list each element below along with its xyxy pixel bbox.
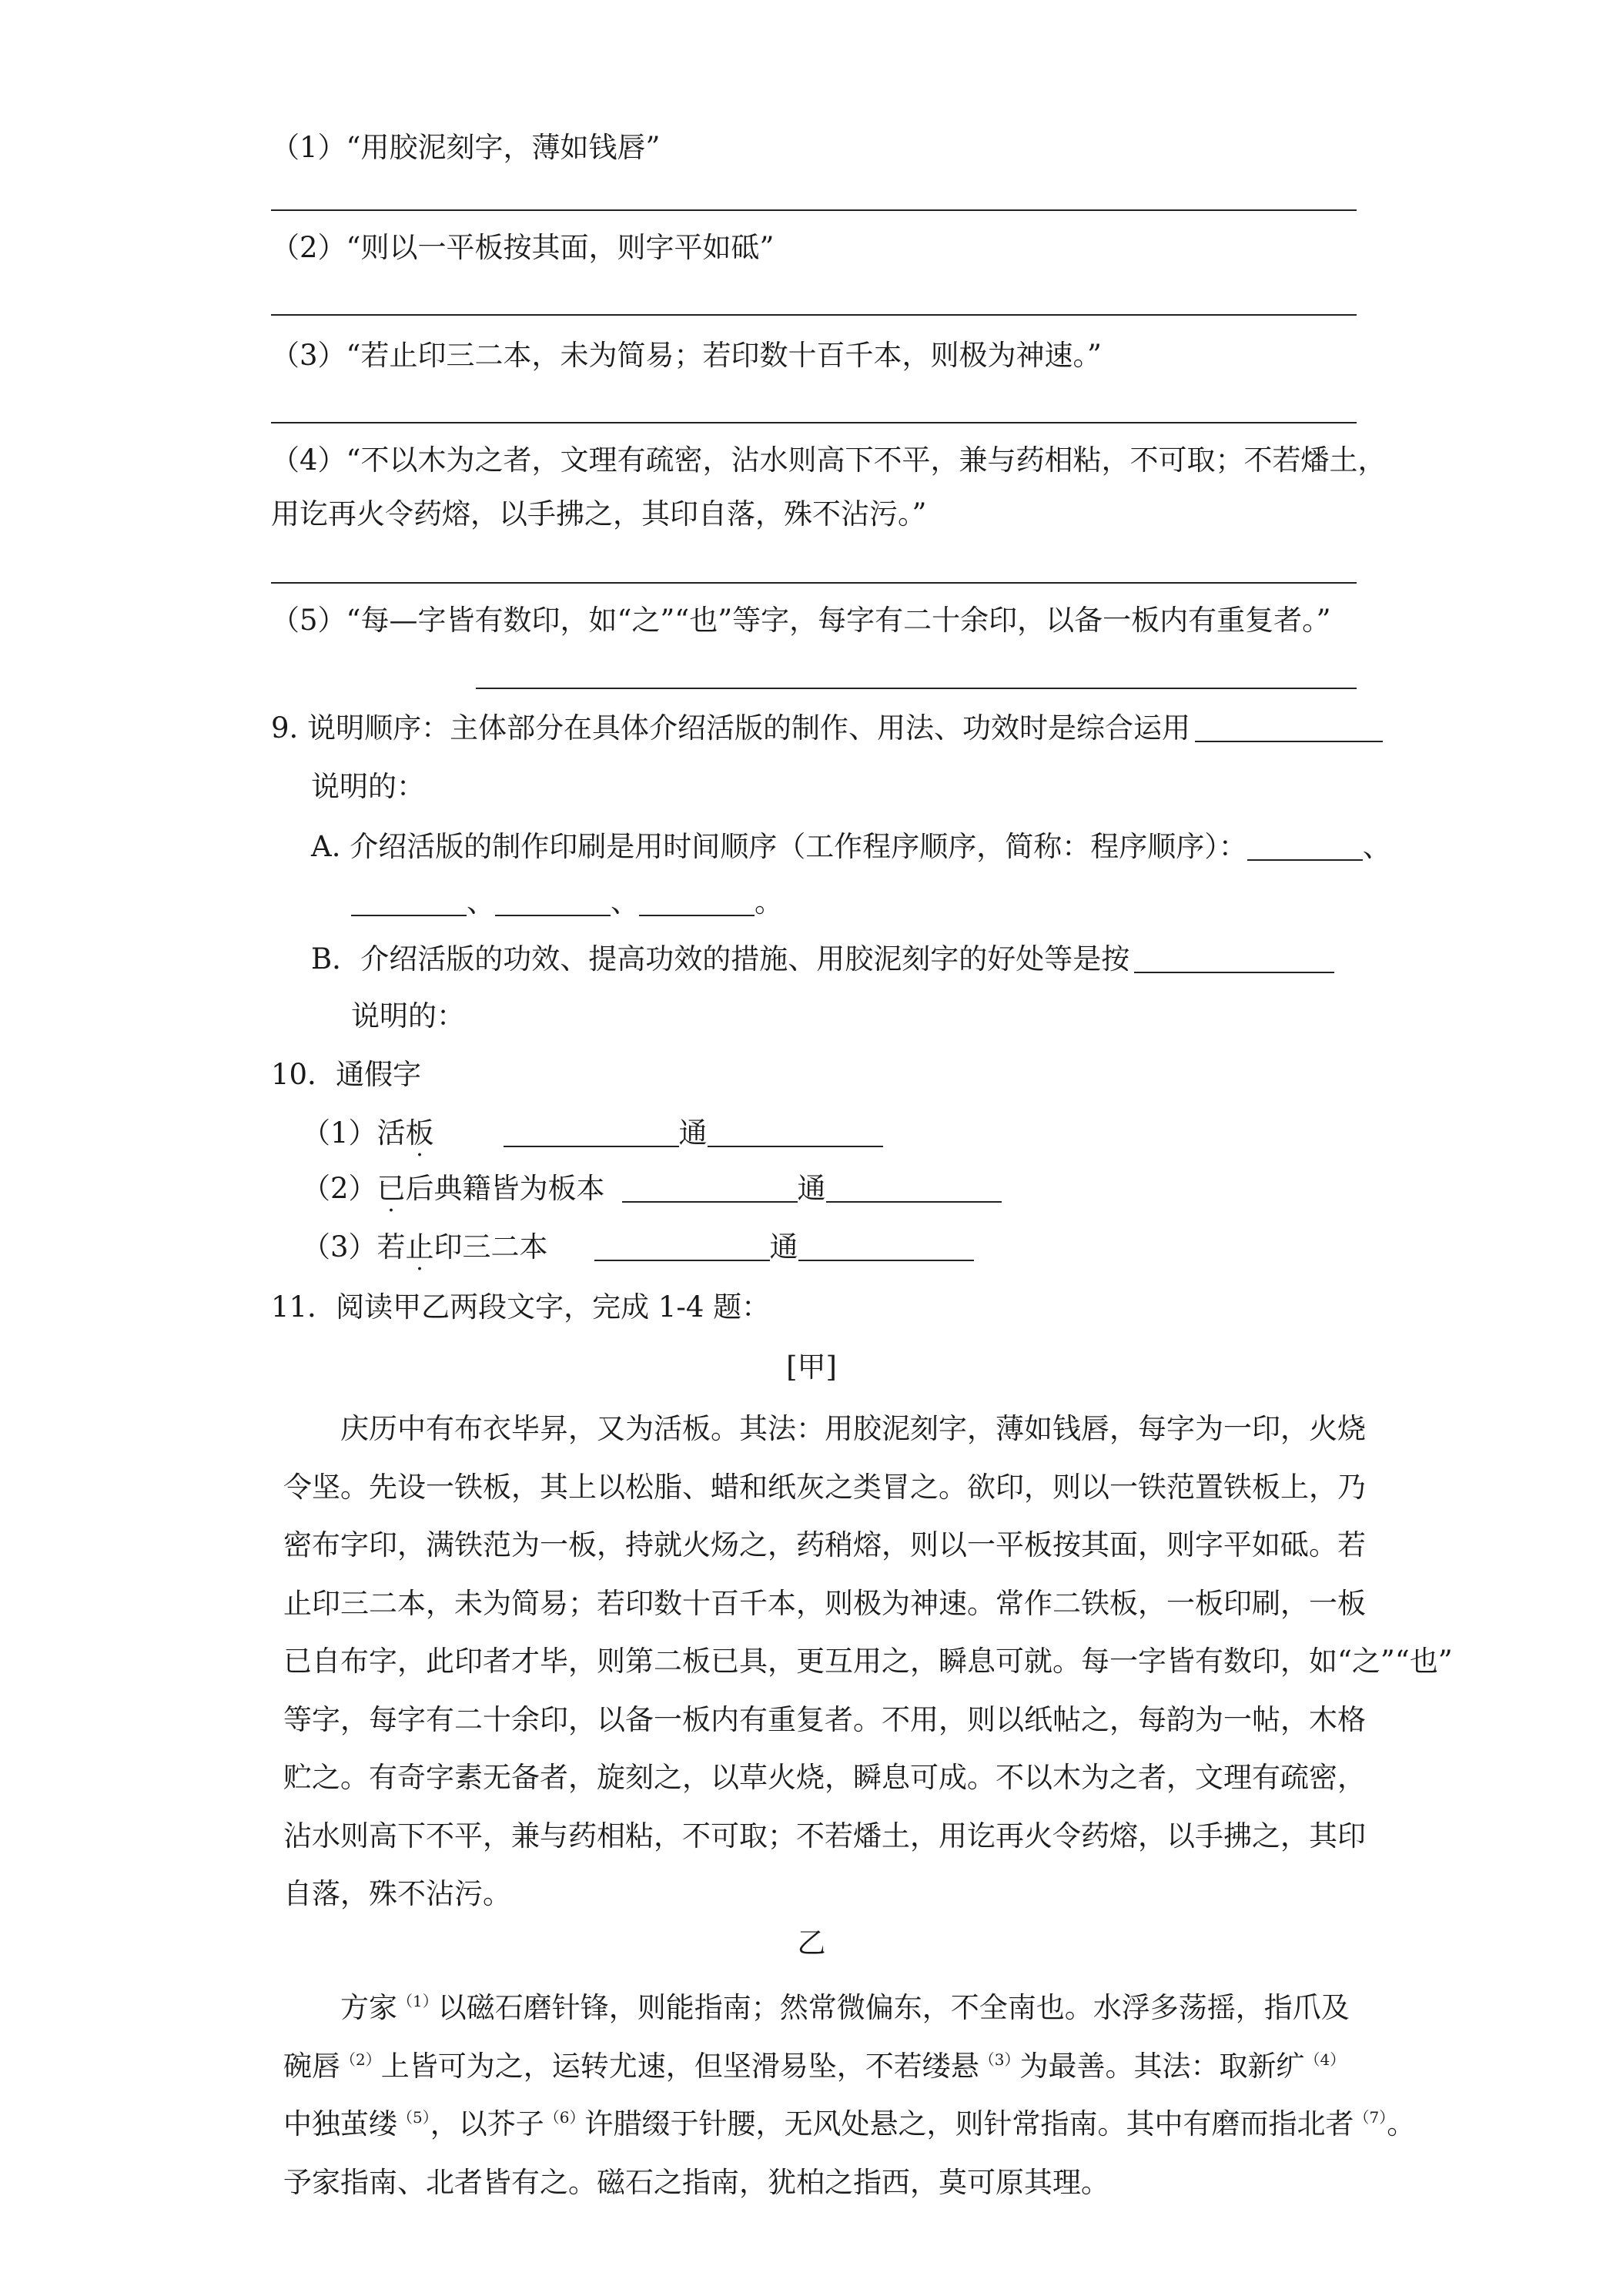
q10-blank-3b[interactable]	[798, 1233, 974, 1261]
q9-blank-method[interactable]	[1195, 715, 1383, 742]
q8-answer-line-4[interactable]	[271, 582, 1357, 584]
q9-a-blank-4[interactable]	[639, 889, 755, 916]
yi-line-3	[283, 2095, 1416, 2154]
jia-line: 庆历中有布衣毕昇，又为活板。其法：用胶泥刻字，薄如钱唇，每字为一印，火烧	[340, 1412, 1366, 1445]
q10-item-1	[302, 1118, 883, 1149]
yi-text: 许腊缀于针腰，无风处悬之，则针常指南。其中有磨而指北者	[584, 2107, 1354, 2140]
q9-stem-tail: 说明的：	[311, 770, 425, 803]
q10-blank-1b[interactable]	[708, 1120, 883, 1147]
q9-a-blank-3[interactable]	[495, 889, 611, 916]
q8-item-4-line1: （4）“不以木为之者，文理有疏密，沾水则高下不平，兼与药相粘，不可取；不若燔土，	[271, 443, 1387, 477]
q10-item-text: （1）活	[302, 1116, 406, 1150]
jia-line: 沾水则高下不平，兼与药相粘，不可取；不若燔土，用讫再火令药熔，以手拂之，其印	[283, 1819, 1366, 1853]
q8-answer-line-1[interactable]	[271, 209, 1357, 211]
yi-text: 上皆可为之，运转尤速，但坚滑易坠，不若缕悬	[380, 2049, 979, 2083]
q8-item-3: （3）“若止印三二本，未为简易；若印数十百千本，则极为神速。”	[271, 339, 1102, 372]
q8-item-1: （1）“用胶泥刻字，薄如钱唇”	[271, 131, 661, 164]
q9-stem-text: 9. 说明顺序：主体部分在具体介绍活版的制作、用法、功效时是综合运用	[271, 711, 1191, 745]
yi-line-1	[283, 1979, 1354, 2037]
yi-text: ，以芥子	[430, 2107, 544, 2140]
q11-title: 11．阅读甲乙两段文字，完成 1-4 题：	[271, 1290, 771, 1324]
yi-text: 为最善。其法：取新纩	[1019, 2049, 1305, 2083]
jia-line: 自落，殊不沾污。	[283, 1877, 511, 1910]
q8-answer-line-5[interactable]	[476, 688, 1357, 689]
q9-a-blank-1[interactable]	[1247, 833, 1363, 861]
q9-a-text: A. 介绍活版的制作印刷是用时间顺序（工作程序顺序，简称：程序顺序）：	[311, 830, 1247, 863]
jia-line: 等字，每字有二十余印，以备一板内有重复者。不用，则以纸帖之，每韵为一帖，木格	[283, 1702, 1366, 1736]
yi-text: 。	[1387, 2107, 1416, 2140]
q10-dotted-char: 已	[376, 1172, 406, 1205]
q8-item-4-line2: 用讫再火令药熔，以手拂之，其印自落，殊不沾污。”	[271, 497, 927, 530]
q9-a-sep: 、	[611, 885, 639, 919]
q9-b-text: B．介绍活版的功效、提高功效的措施、用胶泥刻字的好处等是按	[311, 942, 1130, 976]
q10-item-text: （3）若	[302, 1230, 406, 1263]
q10-title: 10．通假字	[271, 1058, 422, 1091]
footnote-marker: （6）	[544, 2108, 585, 2127]
q10-item-2	[302, 1173, 1002, 1204]
yi-heading: 乙	[797, 1926, 826, 1960]
jia-heading: [甲]	[786, 1350, 837, 1384]
jia-line: 已自布字，此印者才毕，则第二板已具，更互用之，瞬息可就。每一字皆有数印，如“之”“也”	[283, 1645, 1453, 1678]
q9-b-blank[interactable]	[1134, 946, 1334, 973]
q9-b-tail: 说明的：	[351, 999, 465, 1033]
q8-item-2: （2）“则以一平板按其面，则字平如砥”	[271, 231, 775, 264]
q9-a-sep: 、	[467, 885, 495, 919]
footnote-marker: （1）	[397, 1992, 438, 2010]
q8-answer-line-2[interactable]	[271, 314, 1357, 316]
q10-item-text: 印三二本	[433, 1230, 548, 1263]
q8-answer-line-3[interactable]	[271, 422, 1357, 423]
q9-stem	[271, 713, 1383, 744]
jia-passage	[283, 1400, 1453, 1923]
q10-dotted-char: 止	[405, 1230, 434, 1263]
yi-text: 碗唇	[283, 2049, 340, 2083]
yi-text: 方家	[340, 1991, 397, 2024]
q10-blank-1a[interactable]	[504, 1120, 679, 1147]
q9-a-blank-2[interactable]	[351, 889, 467, 916]
q10-blank-3a[interactable]	[594, 1233, 770, 1261]
q9-a-blanks	[351, 887, 783, 918]
q10-tong: 通	[678, 1116, 708, 1150]
footnote-marker: （2）	[340, 2050, 381, 2069]
footnote-marker: （4）	[1304, 2050, 1346, 2069]
q9-a	[311, 832, 1391, 862]
q10-blank-2b[interactable]	[826, 1175, 1002, 1203]
q9-b	[311, 944, 1334, 975]
yi-line-2	[283, 2037, 1354, 2096]
jia-line: 密布字印，满铁范为一板，持就火炀之，药稍熔，则以一平板按其面，则字平如砥。若	[283, 1528, 1366, 1561]
q10-item-3	[302, 1232, 974, 1263]
q9-a-end: 。	[755, 885, 783, 919]
q10-item-text: 后典籍皆为板本	[405, 1172, 605, 1205]
yi-text: 以磁石磨针锋，则能指南；然常微偏东，不全南也。水浮多荡摇，指爪及	[437, 1991, 1350, 2024]
footnote-marker: （7）	[1354, 2108, 1387, 2127]
q10-item-text: （2）	[302, 1172, 377, 1205]
footnote-marker: （5）	[397, 2108, 430, 2127]
jia-line: 止印三二本，未为简易；若印数十百千本，则极为神速。常作二铁板，一板印刷，一板	[283, 1586, 1366, 1620]
q10-dotted-char: 板	[405, 1116, 434, 1150]
q10-blank-2a[interactable]	[622, 1175, 798, 1203]
q10-tong: 通	[797, 1172, 826, 1205]
q9-a-sep: 、	[1362, 830, 1391, 863]
jia-line: 贮之。有奇字素无备者，旋刻之，以草火烧，瞬息可成。不以木为之者，文理有疏密，	[283, 1761, 1366, 1794]
jia-line: 令坚。先设一铁板，其上以松脂、蜡和纸灰之类冒之。欲印，则以一铁范置铁板上，乃	[283, 1470, 1366, 1504]
q10-tong: 通	[769, 1230, 798, 1263]
q8-item-5: （5）“每—字皆有数印，如“之”“也”等字，每字有二十余印，以备一板内有重复者。”	[271, 604, 1331, 637]
yi-text: 中独茧缕	[283, 2107, 397, 2140]
yi-passage	[283, 1979, 1416, 2211]
footnote-marker: （3）	[979, 2050, 1020, 2069]
yi-line-4: 予家指南、北者皆有之。磁石之指南，犹柏之指西，莫可原其理。	[283, 2165, 1109, 2199]
